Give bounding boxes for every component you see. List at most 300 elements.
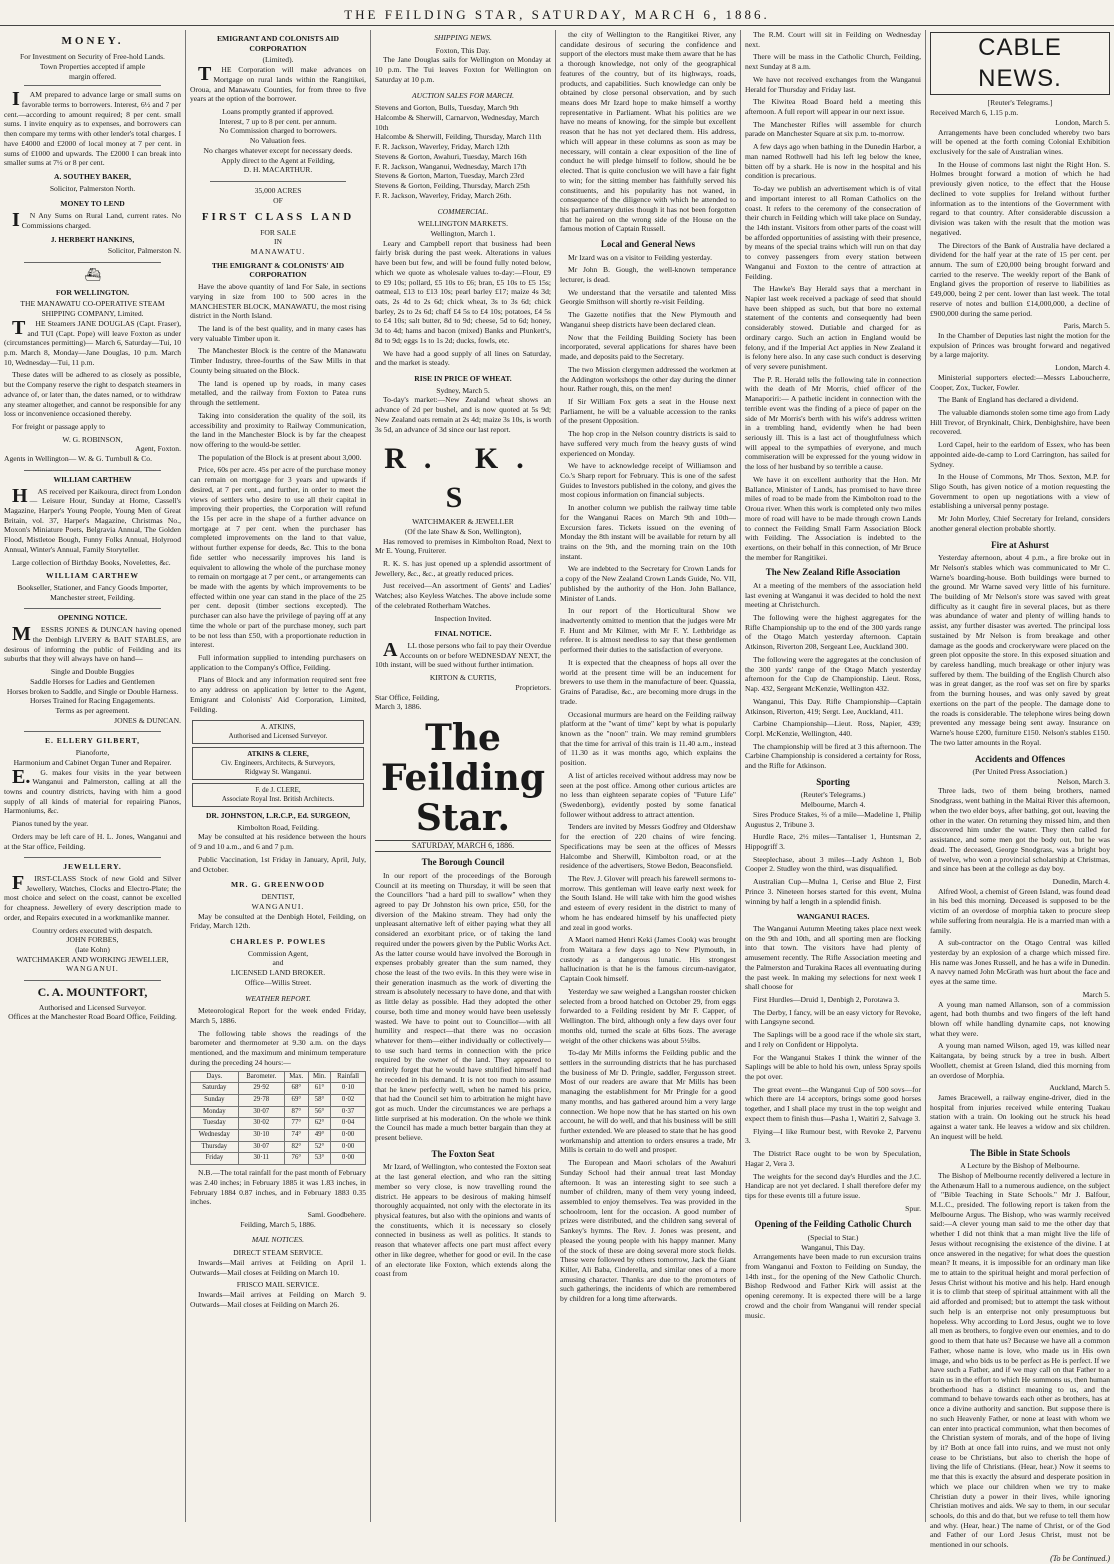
issue-date: SATURDAY, MARCH 6, 1886. <box>375 840 551 852</box>
advertiser-title: Solicitor, Palmerston North. <box>49 183 136 193</box>
line: For Investment on Security of Free-hold Lands. <box>20 52 165 62</box>
body: Full information supplied to intending purchasers on application to the Company's Office, Feilding. <box>190 653 366 672</box>
bible-state-schools <box>930 1148 1110 1564</box>
address: Manchester street, Feilding. <box>50 592 135 602</box>
signature: JONES & DUNCAN. <box>114 715 181 725</box>
weather-report <box>190 994 366 1230</box>
divider <box>24 470 161 471</box>
list-item: Single and Double Buggies <box>50 667 135 677</box>
list-item: F. R. Jackson, Waverley, Friday, March 12th <box>375 142 510 152</box>
rifle-association <box>745 567 921 770</box>
acres: 35,000 ACRES <box>254 186 302 196</box>
news-item: The two Mission clergymen addressed the workmen at the Addington workshops the other day during the dinner hour. Rather rough, this, on the men! <box>560 364 736 394</box>
news-item: Tenders are invited by Messrs Godfrey and Oldershaw for the erection of 220 chains of wire fencing. Specifications may be seen at the offices of Messrs Halcombe and Sherwill, Kimbolton road, or at the residence of the advertisers, Stowe Bedon, Beaconsfield. <box>560 822 736 871</box>
weather-table <box>190 1071 366 1166</box>
cell: 0·02 <box>331 1094 366 1106</box>
cell: 69° <box>284 1094 308 1106</box>
body: These dates will be adhered to as closely as possible, but the Company reserve the right to despatch steamers in advance of, or later than, the dates named, or to withdraw any steamer altogether, and cannot be responsible for any loss or inconvenience occasioned thereby. <box>4 370 181 419</box>
cell: 30·07 <box>238 1141 284 1153</box>
advertiser-title: Solicitor, Palmerston N. <box>107 246 181 256</box>
line: F. de J. CLERE, <box>255 786 301 795</box>
body: To-day's market:—New Zealand wheat shows an advance of 2d per bushel, and is now quoted at 5s 9d; New Zealand oats remain at 2s 4d; maize 3s 10s, is worth 3s 5d, an advance of 3d since our last report. <box>375 395 551 434</box>
body: Offices at the Manchester Road Board Office, Feilding. <box>8 1012 177 1022</box>
body: Just received—An assortment of Gents' and Ladies' Watches; also Keyless Watches. The above include some of the celebrated Rotherham Watches. <box>375 581 551 610</box>
news-item: The weights for the second day's Hurdles and the J.C. Handicap are not yet declared. I shall therefore defer my tips for these events till a future issue. <box>745 1171 921 1200</box>
dateline: Nelson, March 3. <box>1057 776 1110 786</box>
news-item: Yesterday we saw weighed a Langshan rooster chicken selected from a brood hatched on October 29, from eggs forwarded to a Feilding resident by Mr F. Capper, of Wellington. The bird, although only a few days over four months old, turned the scale at 6lbs 6ozs. The average weight of the other chickens was about 5½lbs. <box>560 986 736 1045</box>
sub: (Of the late Shaw & Son, Wellington), <box>404 526 522 536</box>
table-header <box>191 1071 366 1083</box>
heading: MONEY. <box>61 35 124 47</box>
news-item: It is expected that the cheapness of hops all over the world at the present time will be an inducement for brewers to use them in the manufacture of beer. Quassia, Grains of Paradise, &c., are becoming more drugs in the trade. <box>560 657 736 706</box>
body: Leary and Campbell report that business had been fairly brisk during the past week. Alterations in values have been but few, and will be found fully noted below, which we quote as wholesale values to-day:—Flour, £9 to £9 10s; pollard, £5 10s to £6; bran, £5 10s to £5 15s; oatmeal, £13 to £13 10s; pearl barley £17; maize 4s 3d; oats, 2s 4d to 2s 6d; chick wheat, 3s to 3s 6d; chick barley, 2s to 2s 6d; chaff £4 5s to £4 10s; potatoes, £4 5s to £4 10s; salt butter, 8d to 9d; cheese, 5d to 6d; honey, 3d to 4d; hams and bacon (mixed) Banks and Plunkett's, 8d to 9d; eggs 1s to 1s 2d; ducks, fowls, etc. <box>375 238 551 345</box>
body: Price, 60s per acre. 45s per acre of the purchase money can remain on mortgage for 3 years and upwards if desired, at 7 per cent., and further, in order to meet the views of settlers who desire to use all their capital in improving their properties, the Corporation will refund the 15s per acre in the shape of a further advance on mortgage at 7 per cent. when the purchaser has completed improvements on the land to that value, without further expense for deeds, &c. This to the bona fide settler who necessarily improves his land is equivalent to allowing the whole of the purchase money to remain on mortgage at 7 per cent., or arrangements can be made with the agents by which improvements to be effected within one year can stand in the place of the 25 per cent. deposit (timber sections excepted). The purchaser can also have the privilege of paying off at any time the whole or part of the purchase money, such part to be not less than £50, with a proportionate reduction in interest. <box>190 465 366 650</box>
heading: FOR WELLINGTON. <box>55 287 130 297</box>
body: Public Vaccination, 1st Friday in January, April, July, and October. <box>190 854 366 874</box>
dateline: Sydney, March 5. <box>436 385 490 395</box>
table-row <box>191 1153 366 1165</box>
wanganui-races <box>745 912 921 1213</box>
cell: Sunday <box>191 1094 239 1106</box>
news-item: We have it on excellent authority that the Hon. Mr Ballance, Minister of Lands, has promised to have three miles of road to be made from the Kimbolton road to the Oroua river. When this work is completed only two miles more of road will have to be made through crown Lands to connect the Feilding Small Farm Association Block with Feilding. The Association is indebted to the exertions, on their behalf in this connection, of Mr Bruce the member for Rangitikei. <box>745 474 921 562</box>
body: THE Corporation will make advances on Mortgage on rural lands within the Rangitikei, Oroua, and Manawatu Counties, for from three to five years at the option of the borrower. <box>190 63 366 104</box>
heading: OPENING NOTICE. <box>57 613 128 623</box>
sub: FRISCO MAIL SERVICE. <box>236 1280 320 1290</box>
heading: MR. G. GREENWOOD <box>230 880 326 890</box>
news-item: Australian Cup—Mulna 1, Cerise and Blue 2, First Prince 3. Nineteen horses started for this event, Mulna winning by half a length in a splendid finish. <box>745 877 921 906</box>
list-item: Stevens & Gorton, Awahuri, Tuesday, March 16th <box>375 151 527 161</box>
cell: Monday <box>191 1106 239 1118</box>
fire-ashurst <box>930 540 1110 748</box>
news-item: There will be mass in the Catholic Church, Feilding, next Sunday at 8 a.m. <box>745 52 921 72</box>
cell: 76° <box>284 1153 308 1165</box>
divider <box>24 262 161 263</box>
divider <box>24 85 161 86</box>
column-6 <box>925 30 1114 1563</box>
news-item: At a meeting of the members of the association held last evening at Wanganui it was decided to hold the next meeting at Christchurch. <box>745 580 921 610</box>
news-item: Sires Produce Stakes, ⅔ of a mile—Madeline 1, Philip Augustus 2, Tribune 3. <box>745 809 921 829</box>
ad-clere <box>192 783 364 807</box>
list-item: Stevens and Gorton, Bulls, Tuesday, March 9th <box>375 103 519 113</box>
news-item: A young man named Wilson, aged 19, was killed near Kaitangata, by being struck by a tree in bush. Albert Woollett, chemist at Green Island, died this morning from an overdose of Morphia. <box>930 1041 1110 1080</box>
cell: 56° <box>308 1106 330 1118</box>
news-item: In our report of the Horticultural Show we inadvertently omitted to mention that the judges were Mr F. Hunt and Mr Kilmer, with Mr F. Y. Lethbridge as referee. It is almost needless to say that these gentlemen performed their duties to the satisfaction of everyone. <box>560 606 736 655</box>
heading: Accidents and Offences <box>975 753 1065 764</box>
body: ALL those persons who fail to pay their Overdue Accounts on or before WEDNESDAY NEXT, the 10th instant, will be sued without further intimation. <box>375 639 551 670</box>
column-3 <box>370 30 555 1522</box>
cable-news <box>930 32 1110 534</box>
news-item: Flying—I like Rumour best, with Revoke 2, Parvenu 3. <box>745 1126 921 1146</box>
article-borough <box>375 857 551 1143</box>
news-item: To-day Mr Mills informs the Feilding public and the settlers in the surrounding districts that he has purchased the business of Mr D. Pringle, saddler, Fergusson street. Most of our readers are aware that Mr Mills has been managing the establishment for Mr Pringle for a good many months, and has gathered around him a very large connection. We hope now that he has started on his own account, he will do well, and that his business will be still further extended. We are pleased to state that he has good workmanship and attention to orders ensures a trade, Mr Mills is certain to do well and prosper. <box>560 1048 736 1155</box>
cell: 49° <box>308 1130 330 1142</box>
ad-johnston <box>190 811 366 874</box>
table-row <box>191 1130 366 1142</box>
heading: AUCTION SALES FOR MARCH. <box>411 90 515 100</box>
line: Associate Royal Inst. British Architects. <box>221 795 335 804</box>
dateline: Wanganui, This Day. <box>801 1242 865 1252</box>
column-header: Min. <box>308 1071 330 1083</box>
heading: Opening of the Feilding Catholic Church <box>754 1219 912 1230</box>
column-header: Rainfall <box>331 1071 366 1083</box>
ad-opening <box>4 613 181 725</box>
list-item: Stevens & Gorton, Feilding, Thursday, March 25th <box>375 181 530 191</box>
heading: The Bible in State Schools <box>969 1147 1070 1158</box>
dateline: Foxton, This Day. <box>435 45 491 55</box>
steamship-icon: ⛴ <box>84 267 101 283</box>
news-item: The Manchester Rifles will assemble for church parade on Manchester Square at six p.m. to-morrow. <box>745 119 921 139</box>
dateline: Melbourne, March 4. <box>800 800 866 810</box>
body: Arrangements have been made to run excursion trains from Wanganui and Foxton to Feilding on Sunday, the 14th inst., for the opening of the New Catholic Church. Bishop Redwood and Father Kirk will assist at the opening ceremony. It is expected there will be a large crowd and the choir from Wanganui will render special music. <box>745 1252 921 1320</box>
news-item: The European and Maori scholars of the Awahuri Sunday School had their annual treat last Monday afternoon. It was an interesting sight to see such a number of children, many of them very young indeed, assembled to enjoy themselves. Tea was provided in the schoolroom, lent for the occasion. A good number of prizes were distributed, and the children sang several of Sankey's hymns. The Rev. J. Jones was present, and pleased the young people with his happy manner. Many of the stock of these are doing several more stock fields. These were followed by others tomorrow, Jack the Giant Killer, Ali Baba, Cinderella, and similar ones of a more amusing character. Thanks are due to the promoters of such gatherings, the incidents of which are remembered by children for a long time afterwards. <box>560 1158 736 1304</box>
divider <box>24 980 161 981</box>
agent-title: Agent, Foxton. <box>135 444 181 454</box>
news-item: A sub-contractor on the Otago Central was killed yesterday by an explosion of a charge which missed fire. His name was Jones Russell, and he has a wife in Dunedin. A navvy named John McGrath was hurt about the face and eyes at the same time. <box>930 938 1110 987</box>
news-item: Mr Izard was on a visitor to Feilding yesterday. <box>568 252 712 262</box>
body: Authorised and Licensed Surveyor. <box>38 1002 147 1012</box>
masthead: THE FEILDING STAR, SATURDAY, MARCH 6, 1886. <box>0 0 1114 26</box>
news-item: For the Wanganui Stakes I think the winner of the Saplings will be able to hold his own, unless Spray spoils the pot over. <box>745 1052 921 1082</box>
body: Meteorological Report for the week ended Friday, March 5, 1886. <box>190 1006 366 1025</box>
table-row <box>191 1094 366 1106</box>
article-continued: the city of Wellington to the Rangitikei River, any candidate desirous of securing the confidence and support of the electors must make them aware that he has a thorough knowledge, not only of the geographical features of the country, but of its highways, roads, products, and capabilities. Such knowledge can only be obtained by close personal observation, and by such means does Mr Izard hope to make himself a worthy representative in Parliament. What his politics are we have no means of knowing, for the simple but excellent reason that he has not yet declared them. His address, which will appear in these columns as soon as may be necessary, will contain a clear exposition of the line of conduct he will pledge himself to follow, should he be elected. That is quite conclusion we will have a fair fight to win; for the sitting member has faithfully served his constituents, and his popularity has not waned, in consequence of the diligence with which he attended to his parliamentary duties though it has not been forgotten that he paired on the wrong side of the House on the famous motion of Captain Russell. <box>560 30 736 234</box>
line: No Commission charged to borrowers. <box>219 126 337 136</box>
news-item: To-day we publish an advertisement which is of vital and important interest to all Roman Catholics on the coast. It refers to the ceremony of the consecration of their church in Feilding which will take place on Sunday, the 14th instant. Visitors from other parts of the coast will be afforded opportunities of assisting with their presence, by means of the special trains which will run on that day to convey passengers from every station between Wanganui and Foxton to the centre of attraction at Feilding. <box>745 184 921 281</box>
news-item: We have to acknowledge receipt of Williamson and Co.'s Sharp report for February. This is one of the safest Guides to Investors published in the colony, and gives the most copious information on financial subjects. <box>560 461 736 500</box>
news-item: Arrangements have been concluded whereby two bars will be opened at the forth coming Colonial Exhibition exclusively for the sale of Australian wines. <box>930 127 1110 157</box>
sub: WATCHMAKER & JEWELLER <box>412 517 514 527</box>
column-header: Days. <box>191 1071 239 1083</box>
agents: Agents in Wellington— W. & G. Turnbull & Co. <box>4 454 152 464</box>
ad-mountfort <box>4 985 181 1022</box>
news-item: We understand that the versatile and talented Miss Georgie Smithson will shortly re-visit Feilding. <box>560 287 736 307</box>
cell: 68° <box>284 1083 308 1095</box>
sub: Kimbolton Road, Feilding. <box>237 822 319 832</box>
body: Yesterday afternoon, about 4 p.m., a fire broke out in Mr Nelson's stables which was communicated to Mr C. Warne's boarding-house. Both buildings were burned to the ground. Mr Warne saved very little of his furniture. The building of Mr Nelson's store was saved with great difficulty as it caught fire in several places, but as there was abundance of water and plenty of willing hands to assist, any further disaster was averted. The principal loss sustained by Mr Nelson is from breakage and other damage as the goods and crockeryware were placed on the green plot opposite the store. In this exposed situation and by careless handling, much breakage or other injury was suffered by them. The building of the English Church also was in great danger, as the roof was set on fire by sparks from the burning houses, and was only saved by great exertions on the part of the people. The damage done to the roads is considerable. The telephone wires being down prevented any message being sent away. Insurance on Warne's house £200, furniture £150. Nelson's stables £150. The two latter amounts in the Royal. <box>930 553 1110 747</box>
sub: FOR SALE <box>260 227 296 237</box>
news-item: We are indebted to the Secretary for Crown Lands for a copy of the New Zealand Crown Lands Guide, No. VII, published by the authority of the Hon. John Ballance, Minister of Lands. <box>560 564 736 603</box>
news-item: The Directors of the Bank of Australia have declared a dividend for the half year at the rate of 15 per cent. per annum. The sum of £20,000 being brought forward and carried to the reserve. The weekly report of the Bank of England gives the proportion of reserve to liabilities as £49,000, being 2 per cent. lower than last week. The total reserve of notes and bullion £14,000,000, a decline of £900,000 during the same period. <box>930 240 1110 318</box>
table-row <box>191 1118 366 1130</box>
body: The land is opened up by roads, in many cases metalled, and the railway from Foxton to Patea runs through the settlement. <box>190 378 366 408</box>
heading: Local and General News <box>600 239 696 250</box>
dateline: London, March 4. <box>1055 363 1110 373</box>
advertiser-title: WATCHMAKER AND WORKING JEWELLER, <box>16 954 169 964</box>
line: A. ATKINS, <box>260 723 296 732</box>
body: For freight or passage apply to <box>12 421 106 431</box>
sub: (Special to Star.) <box>807 1232 859 1242</box>
shipping-news <box>375 33 551 85</box>
commercial <box>375 207 551 369</box>
body: Inspection Invited. <box>434 613 492 623</box>
line: Town Properties accepted if ample <box>39 61 146 71</box>
sporting <box>745 777 921 906</box>
news-item: Alfred Wool, a chemist of Green Island, was found dead in his bed this morning. Deceased is supposed to be the victim of an overdose of morphia taken to procure sleep while suffering from neuralgia. He is a married man with a family. <box>930 886 1110 935</box>
heading: RISE IN PRICE OF WHEAT. <box>414 374 512 383</box>
heading: FINAL NOTICE. <box>434 629 492 639</box>
cell: 0·37 <box>331 1106 366 1118</box>
news-item: The Hawke's Bay Herald says that a merchant in Napier last week received a package of seed that should have been shipped as such, but that bore no external statement of the contents and consequently had been considerably stowed. Dutiable and charged for as ordinary cargo. Such an action in England would be felony, and if the Imperial Act applies in New Zealand it is felony here also. In any case such conduct is deserving of very severe punishment. <box>745 284 921 371</box>
body: Inwards—Mail arrives at Feilding on March 9. Outwards—Mail closes at Feilding on March 26. <box>190 1289 366 1309</box>
news-item: First Hurdles—Druid 1, Denbigh 2, Porotawa 3. <box>753 995 900 1004</box>
advertiser-name: JOHN FORBES, <box>66 935 119 945</box>
body: May be consulted at the Denbigh Hotel, Feilding, on Friday, March 12th. <box>190 911 366 931</box>
cell: 82° <box>284 1141 308 1153</box>
body: In our report of the proceedings of the Borough Council at its meeting on Thursday, it will be seen that the Councillors "had a hard pill to swallow" when they agreed to pay Dr Johnston his own price, £50, for the diversion of the Makino stream. They had only the unpleasant alternative left of either paying what they all considered an exorbitant price, or of taking the land required under the powers given by the Public Works Act. As the latter course would have involved the Borough in expenses probably greater than the sum named, they chose the least of the two evils. In this they were wise in their generation inasmuch as the work of diverting the stream is absolutely necessary to have done, and that with as little delay as possible. Had they adopted the other course, both time and money would have been uselessly wasted. We have to point out to Councillor—with all humility and respect—that there was no occasion whatever for them—either individually or collectively—to use such hard terms in connection with the price required by the owner of the land. They appeared to entirely forget that he would have stultified himself had he receded in his demand. It is not too much to assume that he knew perfectly well, when he named his price, that had the Council set him to arbitration he might have got as much. Under the circumstances we are perhaps a little surprised at his moderation. On the whole we think the Council has made a much better bargain than they at present believe. <box>375 870 551 1143</box>
body: HAS received per Kaikoura, direct from London— Leisure Hour, Sunday at Home, Cassell's Magazine, Harper's Young People, Young Men of Great Britain, vol. 37, Harper's Magazine, Christmas No., Moxon's Miniature Poets, Belgravia Annual, The Golden Flood, Mistletoe Bough, Funny Folks Annual, Holyrood Annual, Winter's Annual, Family Storyteller. <box>4 484 181 554</box>
body: Orders may be left care of H. L. Jones, Wanganui and at the Star office, Feilding. <box>4 831 181 851</box>
news-item: Occasional murmurs are heard on the Feilding railway platform at the "want of time" kept by what is popularly known as the "noon" train. We may remind grumblers that the time for arrival of this train is 11.40 a.m., instead of 11.30 as it was months ago, which explains the position. <box>560 709 736 768</box>
cell: 0·00 <box>331 1153 366 1165</box>
heading: E. ELLERY GILBERT, <box>44 736 141 746</box>
news-item: In the House of Commons, Mr Thos. Sexton, M.P. for Sligo South, has given notice of a motion requesting the Government to open up negotiations with a view of establishing a universal penny postage. <box>930 472 1110 511</box>
news-item: The Kiwitea Road Board held a meeting this afternoon. A full report will appear in our next issue. <box>745 97 921 117</box>
body: R. K. S. has just opened up a splendid assortment of Jewellery, &c., &c., at greatly reduced prices. <box>375 558 551 578</box>
body: The Bishop of Melbourne recently delivered a lecture in the Athenæum Hall to a numerous audience, on the subject of "Bible Teaching in State Schools." Mr J. Balfour, M.L.C., presided. The following report is taken from the Melbourne Argus. The Bishop, who was warmly received said:—A clever young man said to me the other day that whether I did not think that a man might live the life of Jesus without recognising the existence of the divine. I at once answered in the negative; for what does the question mean? It means, it is impossible for an ordinary man like me to attain to the spiritual height and moral perfection of Jesus Christ without his motive and his help. Hard enough it is to climb that steep of spiritual attainment with all the aid afforded and promised; but to attempt the task without such help is an enterprise not only presumptuous but hopeless. Why according to Lord Jesus, ought we to love all men as brothers, to forgive even our enemies, and to do good to them that hate us? Because we have all a common Father, whose name is love, who made us in His own image, and who bids us to be perfect as He is perfect. If we have such a Father, and if we may call on that Father to a stain us in the effort to which He summons us, then human brotherhood has a distinct meaning to us, and the command to behave towards each other as brothers, has at once a divine authority and sanction. But suppose there is no such Heavenly Father, or none at least with whom we can enter into practical communion, what then becomes of the Christian system of morals, and of the hope of living by it? Both at once fall into ruins, and we must not only cease to be Christians, but also to cherish the hope of living the life of Christians. (Hear, hear.) Now it seems to me that this is exactly the absurd and desperate position in which we place our children when we try to make Christian duty a power in their lives, while ignoring Christian motives and aids. We say to them, in our secular schools, do this and do that, but we refuse to tell them how and why. (Hear, hear.) The name of Christ, or of the God and Father of our Lord Jesus Christ, must not be mentioned in our schools. <box>930 1170 1110 1550</box>
sub: IN <box>273 237 282 247</box>
news-item: The valuable diamonds stolen some time ago from Lady Hill Trevor, of Brynkinalt, Chirk, Denbighshire, have been recovered. <box>930 408 1110 437</box>
heading: The New Zealand Rifle Association <box>765 567 901 578</box>
sub: A Lecture by the Bishop of Melbourne. <box>960 1161 1080 1171</box>
body: Has removed to premises in Kimbolton Road, Next to Mr E. Young, Fruiterer. <box>375 536 551 556</box>
heading: Sporting <box>816 776 850 787</box>
sub: Harmonium and Cabinet Organ Tuner and Repairer. <box>13 757 172 767</box>
cell: Wednesday <box>191 1130 239 1142</box>
cell: 62° <box>308 1118 330 1130</box>
heading: WEATHER REPORT. <box>245 993 311 1003</box>
cell: 30·07 <box>238 1106 284 1118</box>
corp: THE EMIGRANT & COLONISTS' AID CORPORATION <box>211 260 345 280</box>
sub: Office—Willis Street. <box>244 977 312 987</box>
dateline: Auckland, March 5. <box>1049 1083 1110 1093</box>
sub: (Limited). <box>262 55 294 65</box>
newspaper-flag: The Feilding Star. <box>380 717 546 840</box>
line: Loans promptly granted if approved. <box>222 107 334 117</box>
news-item: In another column we publish the railway time table for the Wanganui Races on March 9th and 10th—Excursion fares. Tickets issued on the evening of Monday the 8th instant will be available for return by all trains on the 9th, and the morning train on the 10th instant. <box>560 503 736 561</box>
heading: Fire at Ashurst <box>991 539 1049 550</box>
body: Taking into consideration the quality of the soil, its accessibility and proximity to Railway Communication, the land in the Manchester Block is by far the cheapest now offering to the would-be settler. <box>190 410 366 449</box>
accidents-offences <box>930 754 1110 1142</box>
ad-greenwood <box>190 880 366 931</box>
news-item: Carbine Championship—Lieut. Ross, Napier, 439; Corpl. McKenzie, Wellington, 440. <box>745 719 921 738</box>
list-item: Halcombe & Sherwill, Carnarvon, Wednesday, March 10th <box>375 113 540 132</box>
body: THE Steamers JANE DOUGLAS (Capt. Fraser), and TUI (Capt. Pope) will leave Foxton as under (circumstances permitting)— March 6, Saturday—Tui, 10 p.m. March 8, Monday—Jane Douglas, 10 p.m. March 10, Wednesday—Tui, 11 p.m. <box>4 316 181 367</box>
sub: DIRECT STEAM SERVICE. <box>233 1248 323 1258</box>
news-item: A list of articles received without address may now be seen at the post office. Among other curious articles are no less than eighteen separate copies of "Future Life" (Swedenborg), evidently posted by some fanatical follower without address to attract attention. <box>560 770 736 819</box>
news-item: Lord Capel, heir to the earldom of Essex, who has been appointed aide-de-camp to Lord Carrington, has sailed for Sydney. <box>930 440 1110 469</box>
local-news <box>560 239 736 1304</box>
news-item: A few days ago when bathing in the Dunedin Harbor, a man named Rothwell had his left leg below the knee, bitten off by a shark. He is now in the hospital and his condition is precarious. <box>745 142 921 181</box>
heading: MONEY TO LEND <box>60 199 125 209</box>
line: No charges whatever except for necessary deeds. <box>203 145 353 155</box>
sub: (Reuter's Telegrams.) <box>800 790 866 800</box>
heading: DR. JOHNSTON, L.R.C.P., Ed. SURGEON, <box>205 811 351 821</box>
body: Inwards—Mail arrives at Feilding on April 1. Outwards—Mail closes at Feilding on March 10. <box>190 1257 366 1277</box>
cell: 29·92 <box>238 1083 284 1095</box>
column-header: Barometer. <box>238 1071 284 1083</box>
news-item: In the House of commons last night the Right Hon. S. Holmes brought forward a motion of which he had previously given notice, to the effect that the House declined to vote supplies for Ireland without further information as to the intentions of the Government with regard to that country. After considerable discussion a division was taken with the result that the motion was negatived. <box>930 159 1110 237</box>
news-item: James Bracewell, a railway engine-driver, died in the hospital from injuries received while entering Tuakau station with a train. On looking out he struck his head against a water tank. He leaves a widow and six children. An inquest will be held. <box>930 1093 1110 1141</box>
cell: 74° <box>284 1130 308 1142</box>
cell: 30·11 <box>238 1153 284 1165</box>
ad-atkins <box>192 720 364 744</box>
dateline: Wellington, March 1. <box>430 228 496 238</box>
note: N.B.—The total rainfall for the past month of February was 2.40 inches; in February 1885 it was 1.83 inches, in February 1884 0.87 inches, and in February 1883 0.35 inches. <box>190 1168 366 1207</box>
line: Ridgway St. Wanganui. <box>244 768 312 777</box>
mail-notices <box>190 1235 366 1309</box>
list-item: Saddle Horses for Ladies and Gentlemen <box>30 676 155 686</box>
final-notice <box>375 629 551 712</box>
sub: DENTIST, <box>261 892 295 902</box>
terms: Terms as per agreement. <box>55 705 130 715</box>
catholic-church <box>745 1219 921 1320</box>
divider <box>24 608 161 609</box>
body: IAM prepared to advance large or small sums on favorable terms to borrowers. Interest, 6½ and 7 per cent.—according to amount required; 8 per cent. small sums. I invite enquiry as to expenses, and borrowers can then compare my terms with other lender's total charges. I have £4000 and £2000 of local money at 7 per cent. in sums of £1000 and upwards. The £2000 I can break into smaller sums at 7½ or 8 per cent. <box>4 88 181 168</box>
advertiser-name: J. HERBERT HANKINS, <box>50 234 135 244</box>
ad-steamers <box>4 267 181 464</box>
cell: 0·00 <box>331 1130 366 1142</box>
list-item: Horses Trained for Racing Engagements. <box>29 696 156 706</box>
news-item: If Sir William Fox gets a seat in the House next Parliament, he will be a valuable accession to the ranks of the present Opposition. <box>560 396 736 426</box>
line: Apply direct to the Agent at Feilding, <box>221 155 335 165</box>
sub: WELLINGTON MARKETS. <box>417 219 509 229</box>
column-2 <box>185 30 370 1522</box>
body: E.G. makes four visits in the year between Wanganui and Palmerston, calling at all the towns and country districts, having with him a good supply of all kinds of material for repairing Pianos, Harmoniums, &c. <box>4 765 181 816</box>
auction-sales <box>375 91 551 201</box>
heading: JEWELLERY. <box>63 862 122 872</box>
heading: C. A. MOUNTFORT, <box>37 985 148 1000</box>
company: THE MANAWATU CO-OPERATIVE STEAM SHIPPING COMPANY, Limited. <box>20 299 165 319</box>
news-item: Mr John Morley, Chief Secretary for Ireland, considers another general election probable shortly. <box>930 514 1110 533</box>
body: Have the above quantity of land For Sale, in sections varying in size from 100 to 500 acres in the MANCHESTER BLOCK, MANAWATU, the most rising district in the North Island. <box>190 282 366 321</box>
divider <box>24 857 161 858</box>
ad-land <box>190 186 366 714</box>
rks-logo: R. K. S <box>384 442 542 514</box>
signature: Spur. <box>905 1203 921 1213</box>
news-item: In the Chamber of Deputies last night the motion for the expulsion of Princes was brought forward and negatived by a large majority. <box>930 330 1110 360</box>
town: WANGANUI. <box>66 964 119 974</box>
received: Received March 6, 1.15 p.m. <box>930 108 1019 118</box>
advertiser-title: Bookseller, Stationer, and Fancy Goods Importer, <box>17 583 168 593</box>
sub: Commission Agent, <box>247 948 309 958</box>
news-item: The P. R. Herald tells the following tale in connection with the death of Mr Morris, chief officer of the Manaporiri:— A pathetic incident in connection with the terrible event was the finding of a piece of paper on the side of Mr Morris's berth with his wife's address written in a trembling hand, evidently when he had been seriously ill. This is a last act of thoughtfulness which will appeal to the sympathies of everyone, and much commiseration will be expressed for the young widow in the loss of her husband by so terrible a cause. <box>745 374 921 472</box>
heading: FIRST CLASS LAND <box>201 210 355 223</box>
body: May be consulted at his residence between the hours of 9 and 10 a.m., and 6 and 7 p.m. <box>190 832 366 852</box>
ad-money <box>4 34 181 193</box>
news-item: Three lads, two of them being brothers, named Snodgrass, went bathing in the Maitai River this afternoon, when the two elder boys, after bathing, got out, leaving the other in the water. On returning they missed him, and then discovered him under the water. They then called for assistance, and some men got the body out, but he was dead. The deceased, George Snodgrass, was a bright boy of twelve, who won a provincial scholarship at Christmas, and since has been at the college as day boy. <box>930 786 1110 874</box>
late: (late Kohn) <box>75 945 110 955</box>
news-item: The District Race ought to be won by Speculation, Hagar 2, Vera 3. <box>745 1149 921 1168</box>
list-item: Horses broken to Saddle, and Single or Double Harness. <box>6 686 179 696</box>
news-item: The Derby, I fancy, will be an easy victory for Revoke, with Langsyne second. <box>745 1007 921 1027</box>
news-item: The Saplings will be a good race if the whole six start, and I rely on Confident or Hippolyta. <box>745 1030 921 1049</box>
ad-jewellery <box>4 862 181 974</box>
cell: 53° <box>308 1153 330 1165</box>
news-item: The Rev. J. Glover will preach his farewell sermons to-morrow. This gentleman will leave early next week for the South Island. He will take with him the good wishes and esteem of every resident in the district to many of whom he has endeared himself by his unaffected piety and zeal in good works. <box>560 874 736 932</box>
body: IN Any Sums on Rural Land, current rates. No Commissions charged. <box>12 209 181 232</box>
ad-powles <box>190 937 366 988</box>
dateline: Dunedin, March 4. <box>1052 876 1110 886</box>
news-item: The following were the highest aggregates for the Rifle Championship up to the end of the 300 yards range of the Otago Match yesterday afternoon. Captain Atkinson, Riverton 208, Sergeant Lee, Auckland 300. <box>745 613 921 652</box>
advertiser-name: WILLIAM CARTHEW <box>46 571 139 581</box>
cell: 58° <box>308 1094 330 1106</box>
ad-carthew <box>4 475 181 603</box>
news-item: Now that the Feilding Building Society has been incorporated, several applications for shares have been made, and deposits paid to the Secretary. <box>560 332 736 362</box>
heading: EMIGRANT AND COLONISTS AID CORPORATION <box>216 34 340 53</box>
line: Civ. Engineers, Architects, & Surveyors, <box>221 759 335 768</box>
table-row <box>191 1106 366 1118</box>
news-item: A Maori named Henri Keki (James Cook) was brought from Waitara a few days ago to New Plymouth, in custody as a dangerous lunatic. His strongest hallucination is that he is the famous circum-navigator, Captain Cook himself. <box>560 935 736 984</box>
body: FIRST-CLASS Stock of new Gold and Silver Jewellery, Watches, Clocks and Electro-Plate; the most choice and select on the coast, cannot be excelled for cheapness. Jewellery of every description made to order, and Repairs executed in a workmanlike manner. <box>4 872 181 922</box>
town: WANGANUI. <box>251 901 305 911</box>
cell: Saturday <box>191 1083 239 1095</box>
signature: KIRTON & CURTIS, <box>429 673 497 683</box>
heading: MAIL NOTICES. <box>251 1235 305 1245</box>
news-item: We have not received exchanges from the Wanganui Herald for Thursday and Friday last. <box>745 74 921 94</box>
ad-emigrant <box>190 34 366 175</box>
heading: WILLIAM CARTHEW <box>53 474 132 484</box>
article-foxton-seat <box>375 1149 551 1279</box>
heading: WANGANUI RACES. <box>796 912 870 922</box>
signature: Star Office, Feilding, <box>375 692 440 702</box>
news-item: Steeplechase, about 3 miles—Lady Ashton 1, Bob Cooper 2. Studley won the third, was disqualified. <box>745 854 921 874</box>
body: Country orders executed with despatch. <box>32 925 153 935</box>
ad-atkins-clere <box>192 747 364 780</box>
cell: Thursday <box>191 1141 239 1153</box>
news-item: The hop crop in the Nelson country districts is said to have suffered very much from the heavy gusts of wind experienced on Monday. <box>560 429 736 458</box>
divider <box>24 731 161 732</box>
body: The land is of the best quality, and in many cases has very valuable Timber upon it. <box>190 324 366 343</box>
heading: CABLE NEWS. <box>930 32 1110 95</box>
body: The following table shows the readings of the barometer and thermometer at 9.30 a.m. on the days mentioned, and the maximum and minimum temperature during the preceding 24 hours:— <box>190 1028 366 1067</box>
news-item: Ministerial supporters elected:—Messrs Laboucherre, Cooper, Zox, Tucker, Fowler. <box>930 372 1110 392</box>
news-item: Hurdle Race, 2½ miles—Tantaliser 1, Huntsman 2, Hippogriff 3. <box>745 832 921 851</box>
ad-gilbert <box>4 736 181 851</box>
signature: Proprietors. <box>515 682 551 692</box>
body: Mr Izard, of Wellington, who contested the Foxton seat at the last general election, and who ran the sitting member so very close, is now travelling round the district. He appears to be desirous of making himself thoroughly acquainted, not only with the electorate in its physical features, but also with the opinions and wants of the constituents, which it is necessary so closely connected in business as well as politics. It stands to reason that whatever affects one part must affect every other in like degree, whether for good or evil. In the case of an electorate like Foxton, which extends along the coast from <box>375 1162 551 1279</box>
sub: Pianoforte, <box>75 748 110 758</box>
body: MESSRS JONES & DUNCAN having opened the Denbigh LIVERY & BAIT STABLES, are desirous of informing the public of Feilding and its suburbs that they will always have on hand— <box>4 623 181 664</box>
cell: 0·10 <box>331 1083 366 1095</box>
line: No Valuation fees. <box>249 136 307 146</box>
cell: 77° <box>284 1118 308 1130</box>
column-4 <box>555 30 740 1522</box>
line: margin offered. <box>69 71 116 81</box>
date: Feilding, March 5, 1886. <box>240 1219 316 1229</box>
list-item: Stevens & Gorton, Marton, Tuesday, March 23rd <box>375 171 525 181</box>
body: The population of the Block is at present about 3,000. <box>198 452 362 462</box>
list-item: Halcombe & Sherwill, Feilding, Thursday, March 11th <box>375 132 542 142</box>
line: Interest, 7 up to 8 per cent. per annum. <box>219 116 337 126</box>
table-row <box>191 1141 366 1153</box>
cell: Friday <box>191 1153 239 1165</box>
line: Authorised and Licensed Surveyor. <box>228 732 328 741</box>
news-item: Wanganui, This Day. Rifle Championship—Captain Atkinson, Riverton, 419; Sergt. Lee, Auckland, 411. <box>745 696 921 716</box>
body: We have had a good supply of all lines on Saturday, and the market is steady. <box>375 348 551 368</box>
sub: LICENSED LAND BROKER. <box>230 968 326 978</box>
heading: COMMERCIAL. <box>437 206 489 216</box>
news-item: The following were the aggregates at the conclusion of the 300 yards' range of the Otago Match yesterday afternoon for the Cup de Championship. Lieut. Ross, Nap. 432, Sergeant McKenzie, Wellington 432. <box>745 654 921 694</box>
column-5 <box>740 30 925 1522</box>
body: Pianos tuned by the year. <box>12 819 89 829</box>
advertiser-name: A. SOUTHEY BAKER, <box>54 171 131 181</box>
sub: [Reuter's Telegrams.] <box>987 98 1053 108</box>
continued-note: (To be Continued.) <box>1050 1553 1110 1563</box>
body: The Manchester Block is the centre of the Manawatu Timber Industry, three-fourths of the Saw Mills in that County being situated on the Block. <box>190 346 366 375</box>
sub: MANAWATU. <box>250 247 306 257</box>
cell: 52° <box>308 1141 330 1153</box>
ad-lend <box>4 199 181 256</box>
